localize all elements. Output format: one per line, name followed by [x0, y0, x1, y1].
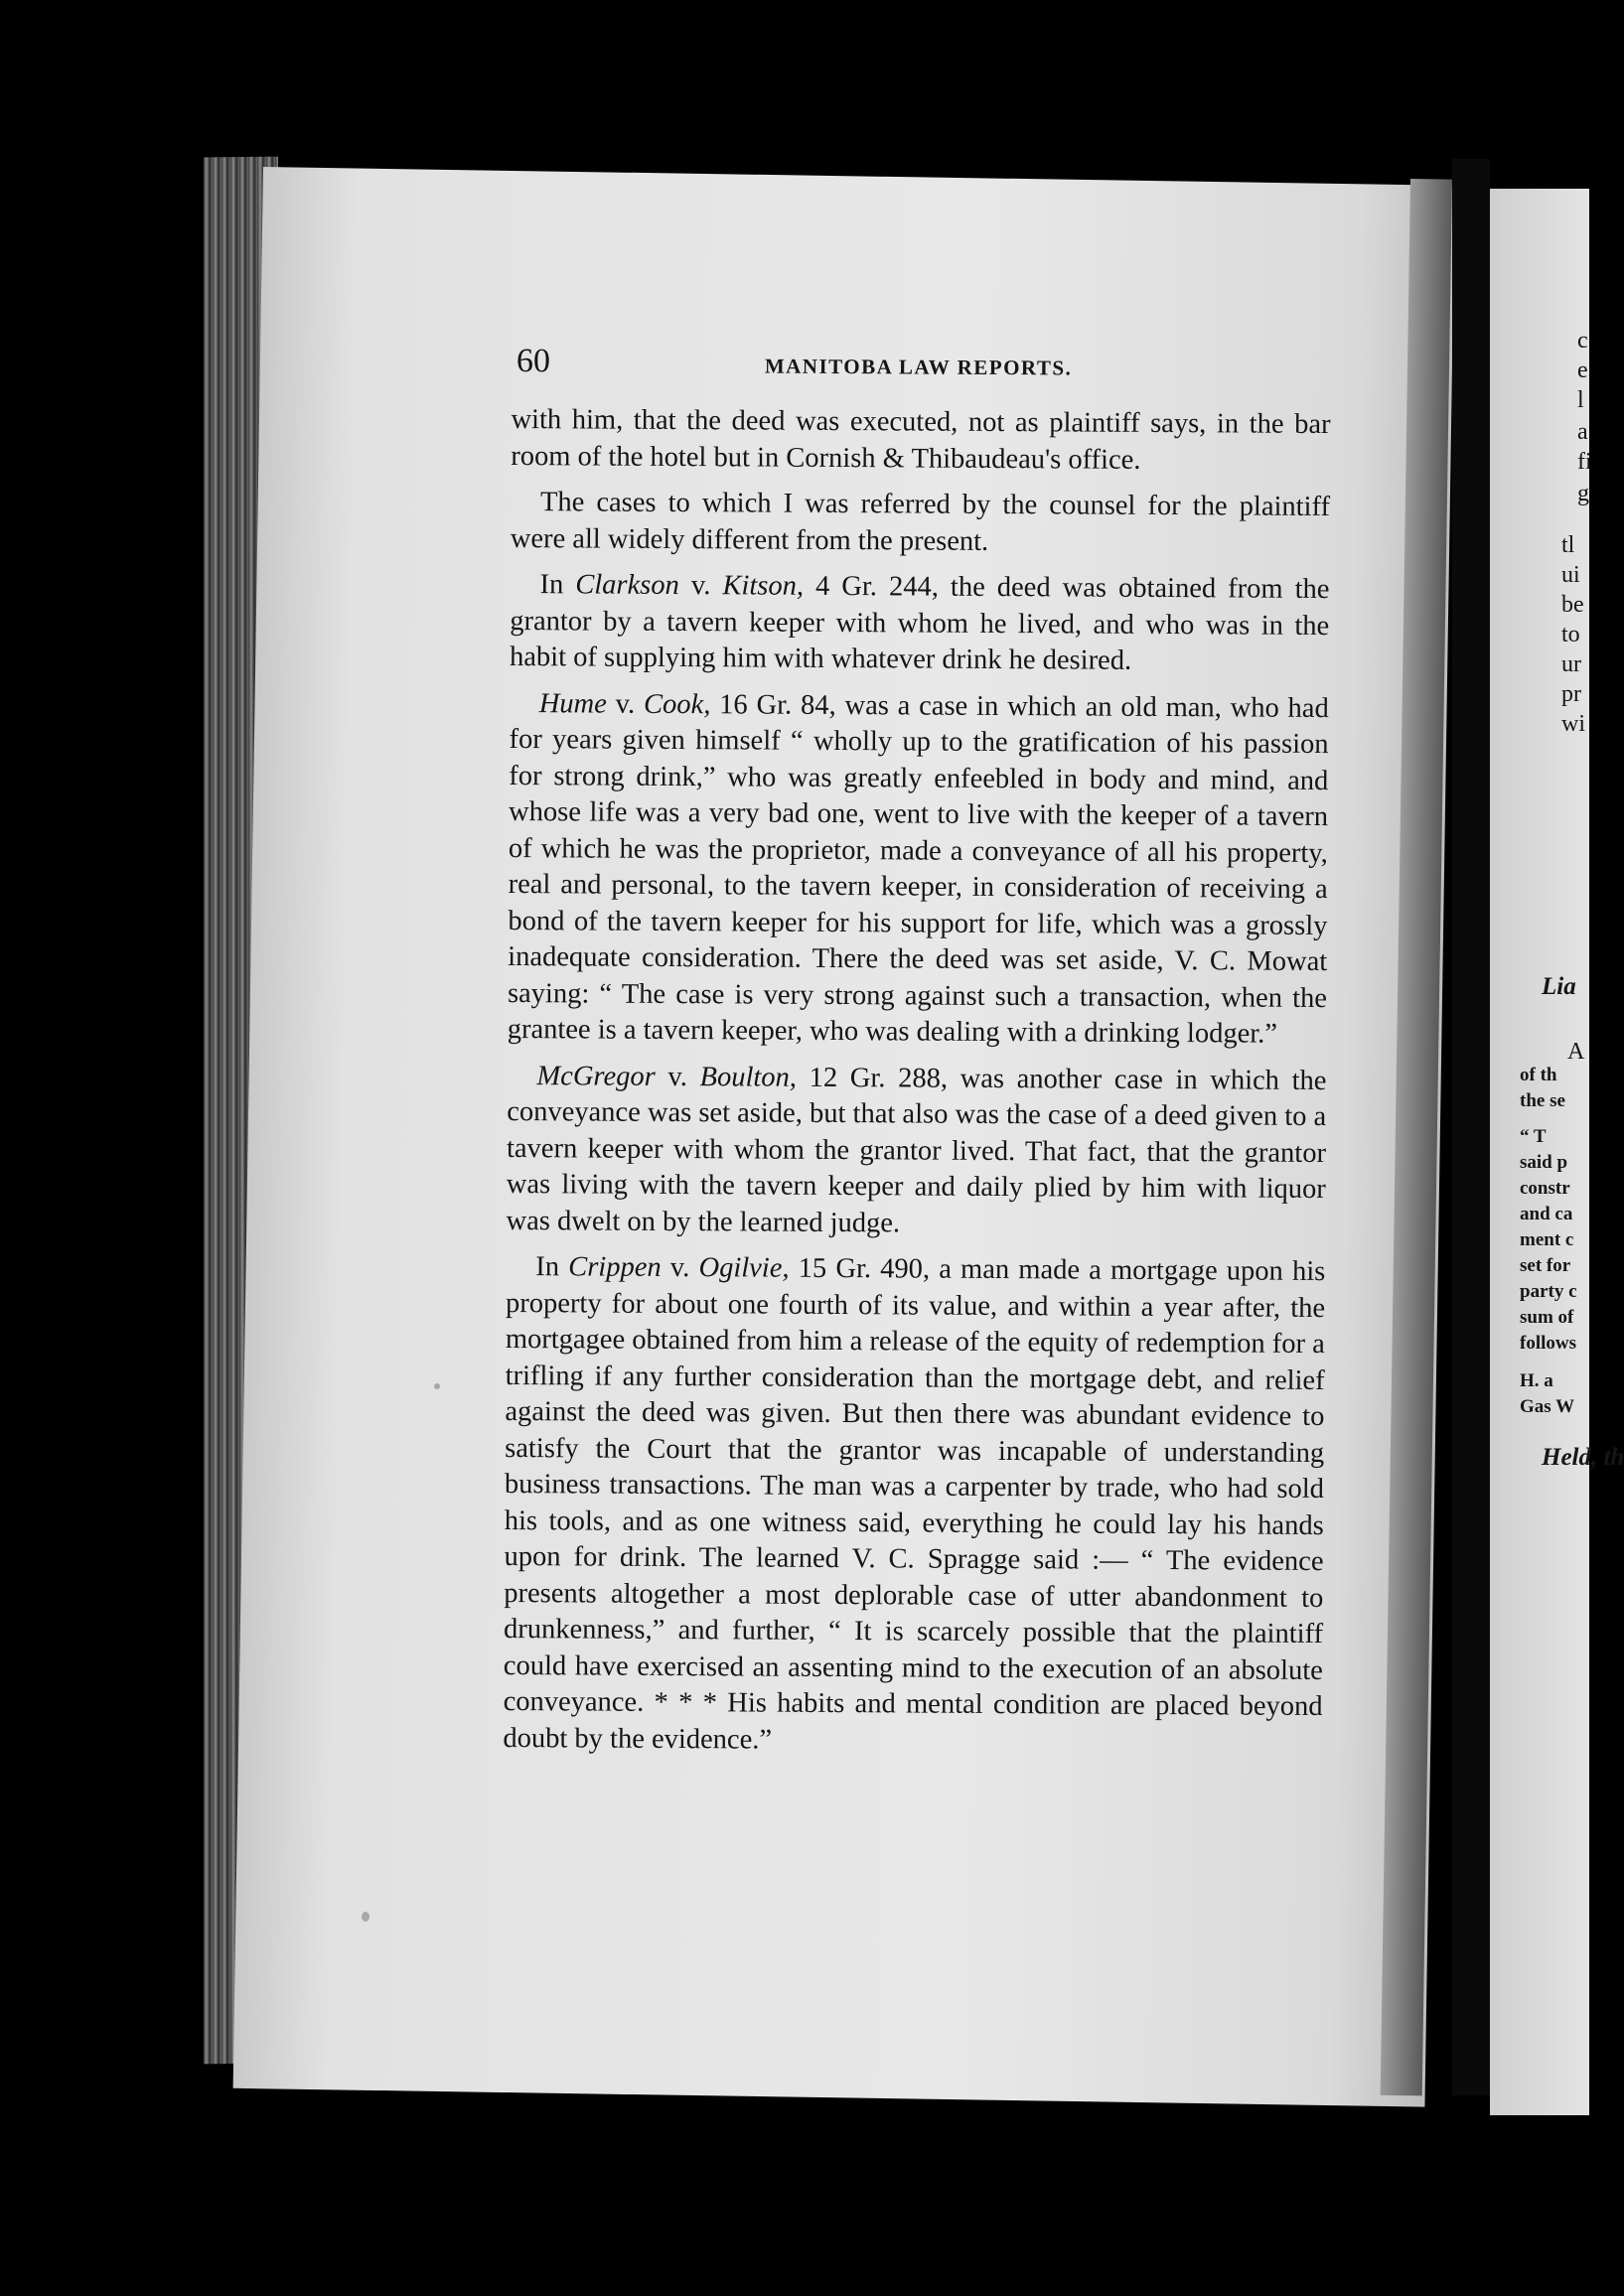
ink-speck — [362, 1912, 369, 1922]
text-segment: In — [539, 569, 576, 601]
text-segment: v. — [655, 1061, 700, 1092]
adjacent-page-text: c — [1577, 328, 1588, 354]
adjacent-page-text: and ca — [1520, 1204, 1573, 1224]
adjacent-page-text: e — [1577, 358, 1588, 383]
paragraph-p6 — [503, 1249, 1325, 1762]
adjacent-page-text: the se — [1520, 1090, 1565, 1111]
adjacent-page-text: “ T — [1520, 1126, 1547, 1147]
adjacent-page-text: Held, th — [1542, 1444, 1624, 1471]
adjacent-page-text: tl — [1561, 532, 1575, 558]
text-segment: v. — [661, 1251, 699, 1284]
adjacent-page-text: constr — [1520, 1178, 1570, 1199]
adjacent-page-text: sum of — [1520, 1307, 1574, 1328]
text-segment: In — [535, 1251, 569, 1283]
adjacent-page-text: be — [1561, 592, 1584, 618]
case-name: Clarkson — [575, 569, 679, 602]
adjacent-page-text: Lia — [1542, 973, 1576, 1000]
text-segment: 16 Gr. 84, was a case in which an old man, who had for years given himself “ wholly up to the gratification of his passion for strong drink,” who was greatly enfeebled in body and mind, and whose life was a very bad one, went to live with the keeper of a tavern of which he was the proprietor, made a conveyance of all his property, real and personal, to the tavern keeper, in consideration of receiving a bond of the tavern keeper for his support for life, which was a grossly inadequate consideration. There the deed was set aside, V. C. Mowat saying: “ The case is very strong against such a transaction, when the grantee is a tavern keeper, who was dealing with a drinking lodger.” — [507, 688, 1329, 1050]
adjacent-page-text: fi — [1577, 449, 1592, 475]
adjacent-page-text: wi — [1561, 711, 1585, 737]
text-segment: v. — [606, 688, 645, 720]
adjacent-page-text: ui — [1561, 562, 1580, 588]
adjacent-page-text: H. a — [1520, 1370, 1553, 1391]
text-segment: The cases to which I was referred by the counsel for the plaintiff were all widely different from the present. — [510, 487, 1331, 557]
case-name: McGregor — [536, 1060, 656, 1092]
adjacent-page-text: A — [1567, 1039, 1585, 1065]
page-number: 60 — [516, 343, 550, 380]
adjacent-page-text: ur — [1561, 651, 1581, 677]
text-segment: 4 Gr. 244, the deed was obtained from the grantor by a tavern keeper with whom he lived, and who was in the habit of supplying him with whatever drink he desired. — [509, 570, 1330, 676]
adjacent-page-text: follows — [1520, 1333, 1576, 1354]
adjacent-page-text: set for — [1520, 1255, 1571, 1276]
adjacent-page-text: ment c — [1520, 1229, 1574, 1250]
text-segment: v. — [678, 570, 723, 602]
adjacent-page-text: said p — [1520, 1152, 1568, 1173]
adjacent-page-text: Gas W — [1520, 1396, 1575, 1417]
adjacent-page-text: a — [1577, 419, 1588, 445]
text-segment: 15 Gr. 490, a man made a mortgage upon his property for about one fourth of its value, and within a year after, the mortgagee obtained from him a release of the equity of redemption for a trifling if any further consideration than the mortgage debt, and relief against the deed was given. But then there was abundant evidence to satisfy the Court that the grantor was incapable of understanding business transactions. The man was a carpenter by trade, who had sold his tools, and as one witness said, everything he could lay his hands upon for drink. The learned V. C. Spragge said :— “ The evidence presents altogether a most deplorable case of utter abandonment to drunkenness,” and further, “ It is scarcely possible that the plaintiff could have exercised an assenting mind to the execution of an absolute conveyance. * * * His habits and mental condition are placed beyond doubt by the evidence.” — [503, 1252, 1326, 1756]
paragraph-p5 — [506, 1058, 1326, 1244]
case-name: Cook, — [643, 688, 711, 720]
paragraph-p1 — [511, 402, 1330, 480]
case-name: Ogilvie, — [698, 1252, 790, 1284]
case-name: Kitson, — [722, 570, 805, 602]
book-gutter — [1452, 159, 1490, 2095]
adjacent-page-text: to — [1561, 622, 1580, 647]
paragraph-p4 — [508, 685, 1329, 1053]
case-name: Crippen — [568, 1251, 662, 1283]
adjacent-page-text: of th — [1520, 1065, 1557, 1085]
page-content — [503, 343, 1331, 1772]
case-name: Hume — [538, 687, 607, 720]
case-name: Boulton, — [699, 1061, 798, 1093]
ink-speck — [434, 1383, 440, 1389]
page-header — [512, 343, 1331, 399]
text-segment: 12 Gr. 288, was another case in which the conveyance was set aside, but that also was the case of a deed given to a tavern keeper with whom the grantor lived. That fact, that the grantor was living with the tavern keeper and daily plied by him with liquor was dwelt on by the learned judge. — [506, 1062, 1327, 1238]
text-segment: with him, that the deed was executed, not as plaintiff says, in the bar room of the hotel but in Cornish & Thibaudeau's office. — [511, 403, 1331, 476]
running-head: MANITOBA LAW REPORTS. — [764, 354, 1073, 380]
adjacent-page-text: party c — [1520, 1281, 1577, 1302]
adjacent-page-text: pr — [1561, 681, 1581, 707]
body-text — [503, 402, 1330, 1762]
adjacent-page-text: l — [1577, 387, 1584, 413]
adjacent-page-text: g — [1577, 481, 1589, 506]
paragraph-p2 — [511, 485, 1330, 562]
paragraph-p3 — [510, 567, 1330, 681]
adjacent-page-fragment — [1490, 189, 1624, 2115]
